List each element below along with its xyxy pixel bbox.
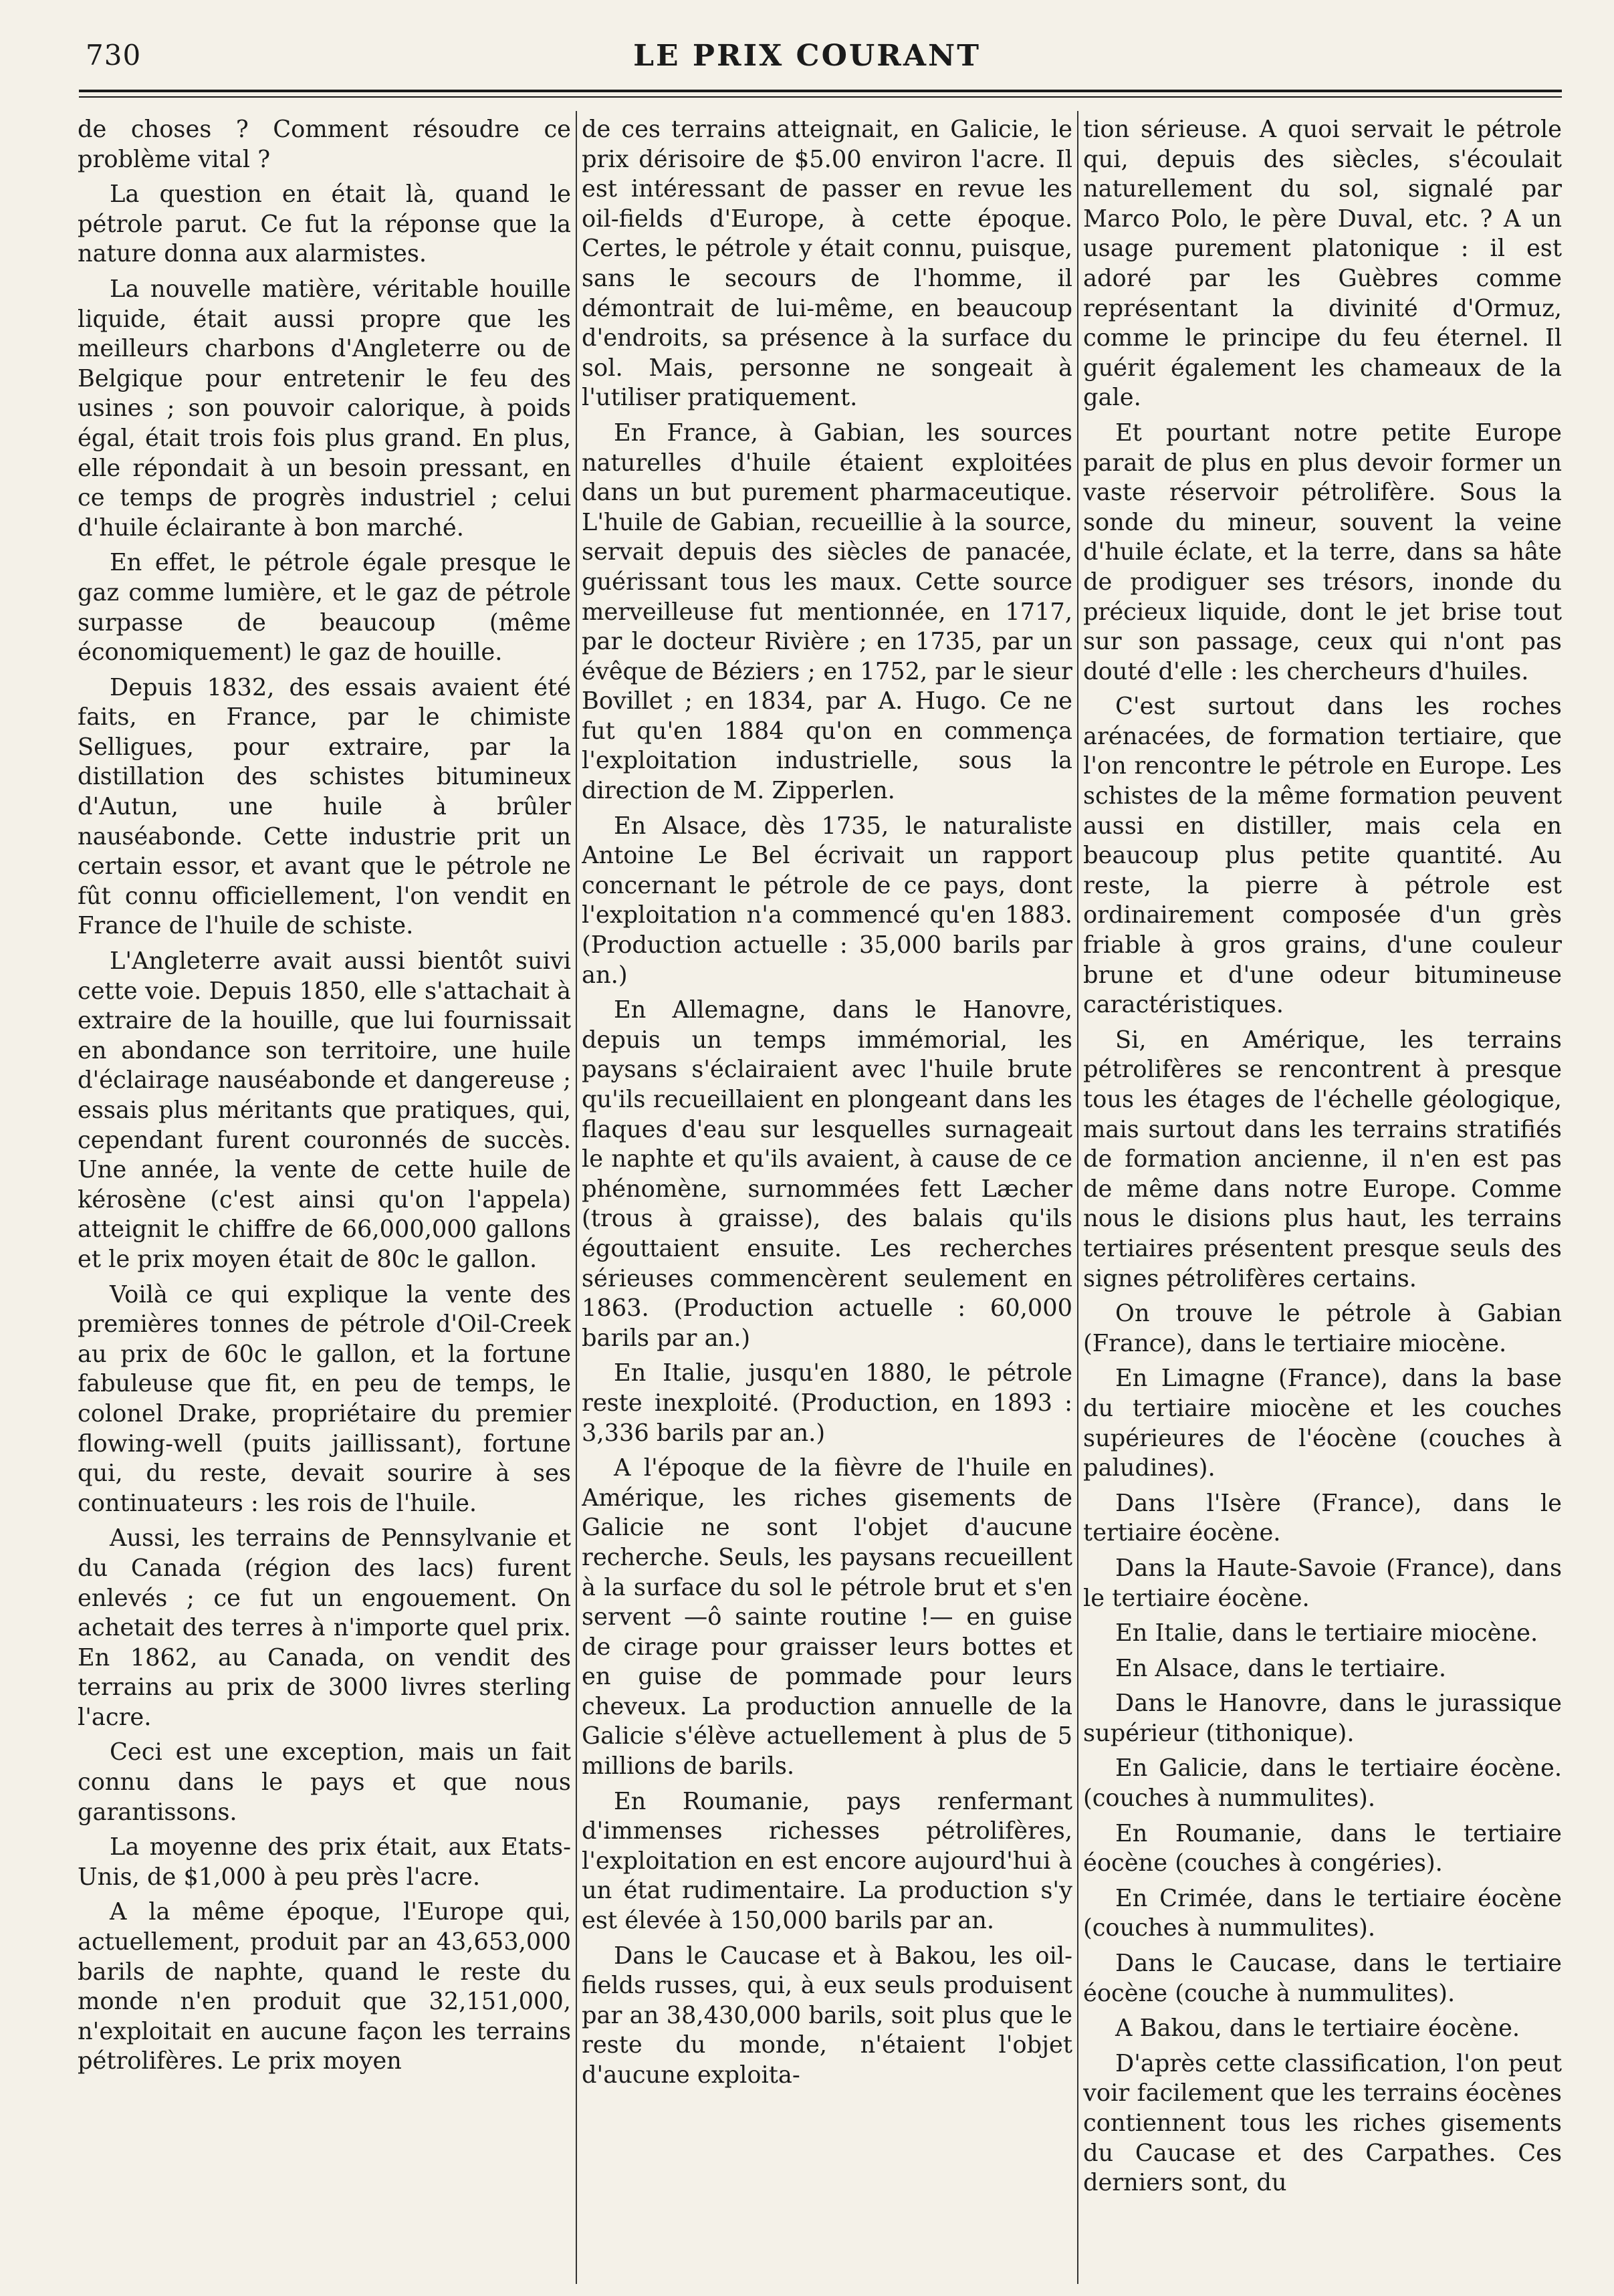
paragraph: En Limagne (France), dans la base du tertiaire miocène et les couches supérieures de l'éocène (couches à paludines). bbox=[1083, 1365, 1562, 1482]
paragraph: Et pourtant notre petite Europe parait de plus en plus devoir former un vaste réservoir pétrolifère. Sous la sonde du mineur, souvent la veine d'huile éclate, et la terre, dans sa hâte de prodiguer ses trésors, inonde du précieux liquide, dont le jet brise tout sur son passage, ceux qui n'ont pas douté d'elle : les chercheurs d'huiles. bbox=[1083, 419, 1562, 685]
paragraph: On trouve le pétrole à Gabian (France), dans le tertiaire miocène. bbox=[1083, 1300, 1562, 1357]
running-title: LE PRIX COURANT bbox=[633, 39, 981, 73]
paragraph: En Italie, dans le tertiaire miocène. bbox=[1115, 1619, 1538, 1647]
paragraph: En Alsace, dans le tertiaire. bbox=[1115, 1654, 1447, 1682]
header-rule-thin bbox=[79, 96, 1562, 98]
paragraph: de choses ? Comment résoudre ce problème vital ? bbox=[78, 116, 571, 173]
text-column-3 bbox=[1083, 115, 1562, 2288]
paragraph: Aussi, les terrains de Pennsylvanie et du Canada (région des lacs) furent enlevés ; ce fut un engouement. On achetait des terres à n'importe quel prix. En 1862, au Canada, on vendit des terrains au prix de 3000 livres sterling l'acre. bbox=[78, 1524, 571, 1731]
column-separator bbox=[576, 111, 577, 2284]
paragraph: La question en était là, quand le pétrole parut. Ce fut la réponse que la nature donna aux alarmistes. bbox=[78, 181, 571, 268]
paragraph: de ces terrains atteignait, en Galicie, le prix dérisoire de $5.00 environ l'acre. Il est intéressant de passer en revue les oil-fields d'Europe, à cette époque. Certes, le pétrole y était connu, puisque, sans le secours de l'homme, il démontrait de lui-même, en beaucoup d'endroits, sa présence à la surface du sol. Mais, personne ne songeait à l'utiliser pratiquement. bbox=[582, 116, 1072, 412]
paragraph: tion sérieuse. A quoi servait le pétrole qui, depuis des siècles, s'écoulait naturellement du sol, signalé par Marco Polo, le père Duval, etc. ? A un usage purement platonique : il est adoré par les Guèbres comme représentant la divinité d'Ormuz, comme le principe du feu éternel. Il guérit également les chameaux de la gale. bbox=[1083, 116, 1562, 412]
paragraph: En France, à Gabian, les sources naturelles d'huile étaient exploitées dans un but purement pharmaceutique. L'huile de Gabian, recueillie à la source, servait depuis des siècles de panacée, guérissant tous les maux. Cette source merveilleuse fut mentionnée, en 1717, par le docteur Rivière ; en 1735, par un évêque de Béziers ; en 1752, par le sieur Bovillet ; en 1834, par A. Hugo. Ce ne fut qu'en 1884 qu'on en commença l'exploitation industrielle, sous la direction de M. Zipperlen. bbox=[582, 419, 1072, 805]
paragraph: En Roumanie, dans le tertiaire éocène (couches à congéries). bbox=[1083, 1819, 1562, 1877]
paragraph: En Alsace, dès 1735, le naturaliste Antoine Le Bel écrivait un rapport concernant le pétrole de ce pays, dont l'exploitation n'a commencé qu'en 1883. (Production actuelle : 35,000 barils par an.) bbox=[582, 812, 1072, 989]
text-column-2 bbox=[582, 115, 1072, 2288]
paragraph: Dans le Caucase, dans le tertiaire éocène (couche à nummulites). bbox=[1083, 1950, 1562, 2007]
paragraph: Ceci est une exception, mais un fait connu dans le pays et que nous garantissons. bbox=[78, 1738, 571, 1826]
header-rule bbox=[79, 90, 1562, 92]
paragraph: La moyenne des prix était, aux Etats-Unis, de $1,000 à peu près l'acre. bbox=[78, 1833, 571, 1891]
paragraph: En Roumanie, pays renfermant d'immenses richesses pétrolifères, l'exploitation en est encore aujourd'hui à un état rudimentaire. La production s'y est élevée à 150,000 barils par an. bbox=[582, 1787, 1072, 1935]
paragraph: A l'époque de la fièvre de l'huile en Amérique, les riches gisements de Galicie ne sont l'objet d'aucune recherche. Seuls, les paysans recueillent à la surface du sol le pétrole brut et s'en servent —ô sainte routine !— en guise de cirage pour graisser leurs bottes et en guise de pommade pour leurs cheveux. La production annuelle de la Galicie s'élève actuellement à plus de 5 millions de barils. bbox=[582, 1454, 1072, 1781]
page-header bbox=[0, 0, 1614, 100]
paragraph: En Italie, jusqu'en 1880, le pétrole reste inexploité. (Production, en 1893 : 3,336 barils par an.) bbox=[582, 1359, 1072, 1447]
paragraph: Dans le Caucase et à Bakou, les oil-fields russes, qui, à eux seuls produisent par an 38,430,000 barils, soit plus que le reste du monde, n'étaient l'objet d'aucune exploita- bbox=[582, 1942, 1072, 2089]
paragraph: Dans le Hanovre, dans le jurassique supérieur (tithonique). bbox=[1083, 1690, 1562, 1747]
paragraph: Voilà ce qui explique la vente des premières tonnes de pétrole d'Oil-Creek au prix de 60c le gallon, et la fortune fabuleuse que fit, en peu de temps, le colonel Drake, propriétaire du premier flowing-well (puits jaillissant), fortune qui, du reste, devait sourire à ses continuateurs : les rois de l'huile. bbox=[78, 1280, 571, 1517]
paragraph: Si, en Amérique, les terrains pétrolifères se rencontrent à presque tous les étages de l'échelle géologique, mais surtout dans les terrains stratifiés de formation ancienne, il n'en est pas de même dans notre Europe. Comme nous le disions plus haut, les terrains tertiaires présentent presque seuls des signes pétrolifères certains. bbox=[1083, 1026, 1562, 1292]
paragraph: C'est surtout dans les roches arénacées, de formation tertiaire, que l'on rencontre le pétrole en Europe. Les schistes de la même formation peuvent aussi en distiller, mais cela en beaucoup plus petite quantité. Au reste, la pierre à pétrole est ordinairement composée d'un grès friable à gros grains, d'une couleur brune et d'une odeur bitumineuse caractéristiques. bbox=[1083, 693, 1562, 1019]
paragraph: L'Angleterre avait aussi bientôt suivi cette voie. Depuis 1850, elle s'attachait à extraire de la houille, que lui fournissait en abondance son territoire, une huile d'éclairage nauséabonde et dangereuse ; essais plus méritants que pratiques, qui, cependant furent couronnés de succès. Une année, la vente de cette huile de kérosène (c'est ainsi qu'on l'appela) atteignit le chiffre de 66,000,000 gallons et le prix moyen était de 80c le gallon. bbox=[78, 947, 571, 1273]
paragraph: A la même époque, l'Europe qui, actuellement, produit par an 43,653,000 barils de naphte, quand le reste du monde n'en produit que 32,151,000, n'exploitait en aucune façon les terrains pétrolifères. Le prix moyen bbox=[78, 1898, 571, 2075]
paragraph: La nouvelle matière, véritable houille liquide, était aussi propre que les meilleurs charbons d'Angleterre ou de Belgique pour entretenir le feu des usines ; son pouvoir calorique, à poids égal, était trois fois plus grand. En plus, elle répondait à un besoin pressant, en ce temps de progrès industriel ; celui d'huile éclairante à bon marché. bbox=[78, 275, 571, 542]
paragraph: Depuis 1832, des essais avaient été faits, en France, par le chimiste Selligues, pour extraire, par la distillation des schistes bitumineux d'Autun, une huile à brûler nauséabonde. Cette industrie prit un certain essor, et avant que le pétrole ne fût connu officiellement, l'on vendit en France de l'huile de schiste. bbox=[78, 673, 571, 940]
paragraph: En Allemagne, dans le Hanovre, depuis un temps immémorial, les paysans s'éclairaient avec l'huile brute qu'ils recueillaient en plongeant dans les flaques d'eau sur lesquelles surnageait le naphte et qu'ils avaient, à cause de ce phénomène, surnommées fett Læcher (trous à graisse), des balais qu'ils égouttaient ensuite. Les recherches sérieuses commencèrent seulement en 1863. (Production actuelle : 60,000 barils par an.) bbox=[582, 996, 1072, 1352]
paragraph: A Bakou, dans le tertiaire éocène. bbox=[1115, 2015, 1520, 2043]
paragraph: Dans la Haute-Savoie (France), dans le tertiaire éocène. bbox=[1083, 1554, 1562, 1612]
page-number: 730 bbox=[86, 39, 142, 72]
paragraph: En Crimée, dans le tertiaire éocène (couches à nummulites). bbox=[1083, 1884, 1562, 1942]
paragraph: D'après cette classification, l'on peut voir facilement que les terrains éocènes contiennent tous les riches gisements du Caucase et des Carpathes. Ces derniers sont, du bbox=[1083, 2049, 1562, 2197]
column-separator bbox=[1077, 111, 1078, 2284]
paragraph: Dans l'Isère (France), dans le tertiaire éocène. bbox=[1083, 1489, 1562, 1547]
paragraph: En effet, le pétrole égale presque le gaz comme lumière, et le gaz de pétrole surpasse de beaucoup (même économiquement) le gaz de houille. bbox=[78, 549, 571, 667]
text-column-1 bbox=[78, 115, 571, 2288]
paragraph: En Galicie, dans le tertiaire éocène. (couches à nummulites). bbox=[1083, 1754, 1562, 1813]
